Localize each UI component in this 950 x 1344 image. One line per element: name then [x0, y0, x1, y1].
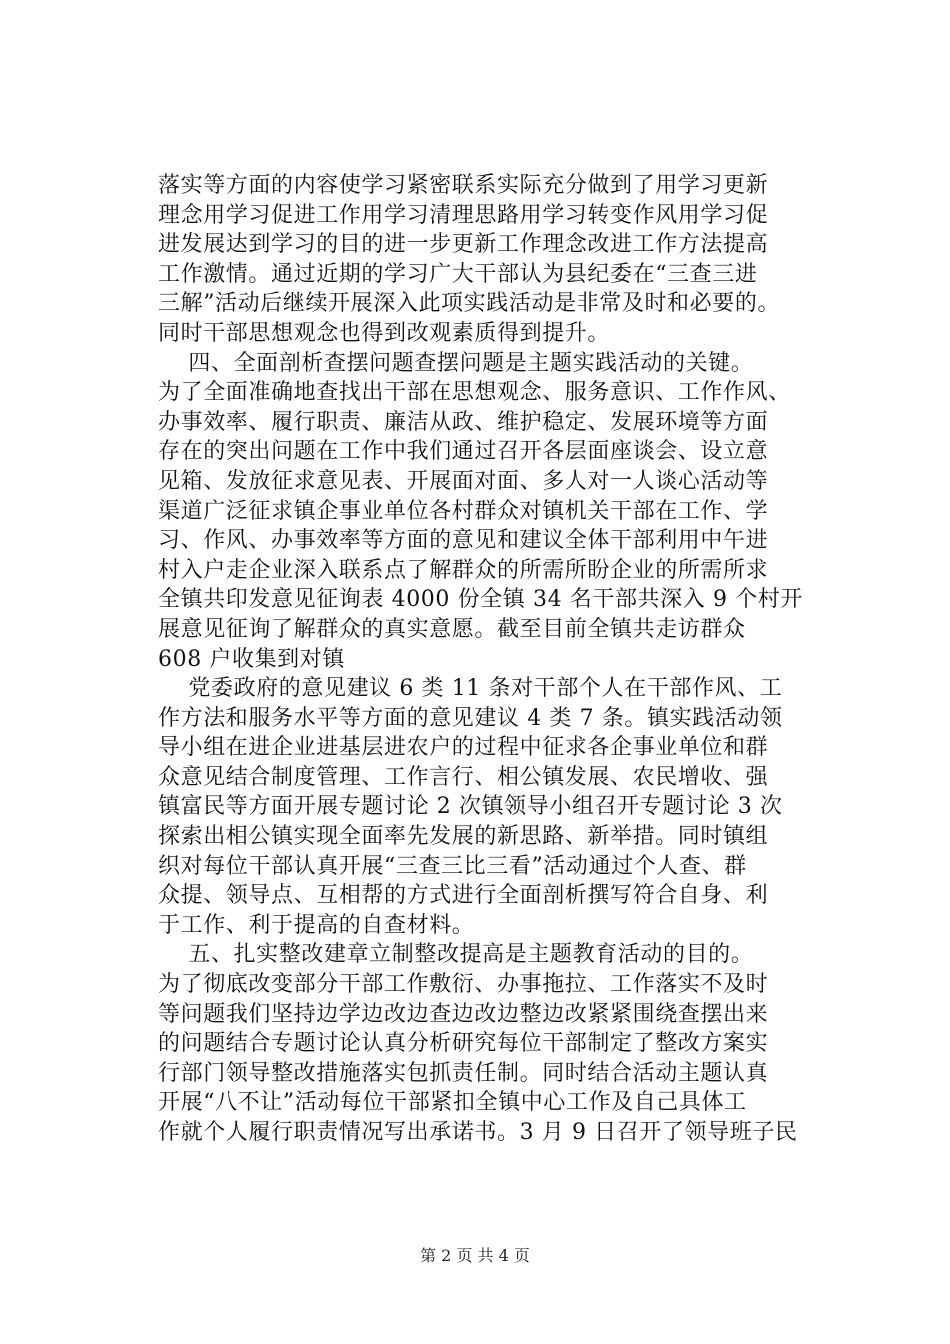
text-line: 608 户收集到对镇 — [158, 646, 345, 672]
text-line: 导小组在进企业进基层进农户的过程中征求各企事业单位和群 — [158, 735, 769, 761]
text-line: 等问题我们坚持边学边改边查边改边整边改紧紧围绕查摆出来 — [158, 1001, 769, 1027]
text-line: 众意见结合制度管理、工作言行、相公镇发展、农民增收、强 — [158, 764, 769, 790]
text-line: 镇富民等方面开展专题讨论 2 次镇领导小组召开专题讨论 3 次 — [158, 794, 783, 820]
text-line: 作方法和服务水平等方面的意见建议 4 类 7 条。镇实践活动领 — [158, 705, 783, 731]
text-line: 于工作、利于提高的自查材料。 — [158, 912, 475, 938]
page-footer: 第 2 页 共 4 页 — [420, 1246, 530, 1265]
text-line: 四、全面剖析查摆问题查摆问题是主题实践活动的关键。 — [158, 350, 754, 376]
text-line: 落实等方面的内容使学习紧密联系实际充分做到了用学习更新 — [158, 173, 769, 198]
text-line: 理念用学习促进工作用学习清理思路用学习转变作风用学习促 — [158, 202, 769, 228]
text-line: 五、扎实整改建章立制整改提高是主题教育活动的目的。 — [158, 942, 754, 968]
text-line: 的问题结合专题讨论认真分析研究每位干部制定了整改方案实 — [158, 1031, 769, 1057]
text-line: 党委政府的意见建议 6 类 11 条对干部个人在干部作风、工 — [158, 676, 783, 702]
text-line: 全镇共印发意见征询表 4000 份全镇 34 名干部共深入 9 个村开 — [158, 587, 803, 613]
text-line: 为了全面准确地查找出干部在思想观念、服务意识、工作作风、 — [158, 380, 791, 406]
text-line: 同时干部思想观念也得到改观素质得到提升。 — [158, 320, 611, 346]
text-line: 开展“八不让”活动每位干部紧扣全镇中心工作及自己具体工 — [158, 1090, 747, 1116]
text-line: 众提、领导点、互相帮的方式进行全面剖析撰写符合自身、利 — [158, 883, 769, 909]
text-line: 渠道广泛征求镇企事业单位各村群众对镇机关干部在工作、学 — [158, 498, 769, 524]
text-line: 村入户走企业深入联系点了解群众的所需所盼企业的所需所求 — [158, 557, 769, 583]
text-line: 三解”活动后继续开展深入此项实践活动是非常及时和必要的。 — [158, 291, 781, 317]
text-line: 探索出相公镇实现全面率先发展的新思路、新举措。同时镇组 — [158, 824, 769, 850]
text-line: 作就个人履行职责情况写出承诺书。3 月 9 日召开了领导班子民 — [158, 1120, 798, 1145]
text-line: 为了彻底改变部分干部工作敷衍、办事拖拉、工作落实不及时 — [158, 972, 769, 998]
text-line: 进发展达到学习的目的进一步更新工作理念改进工作方法提高 — [158, 232, 769, 258]
text-line: 工作激情。通过近期的学习广大干部认为县纪委在“三查三进 — [158, 261, 758, 287]
text-line: 办事效率、履行职责、廉洁从政、维护稳定、发展环境等方面 — [158, 409, 769, 435]
text-line: 见箱、发放征求意见表、开展面对面、多人对一人谈心活动等 — [158, 468, 769, 494]
text-line: 行部门领导整改措施落实包抓责任制。同时结合活动主题认真 — [158, 1060, 769, 1086]
text-line: 存在的突出问题在工作中我们通过召开各层面座谈会、设立意 — [158, 439, 769, 465]
text-line: 织对每位干部认真开展“三查三比三看”活动通过个人查、群 — [158, 853, 747, 879]
text-line: 习、作风、办事效率等方面的意见和建议全体干部利用中午进 — [158, 528, 769, 554]
text-line: 展意见征询了解群众的真实意愿。截至目前全镇共走访群众 — [158, 616, 746, 642]
document-body — [158, 171, 858, 1148]
